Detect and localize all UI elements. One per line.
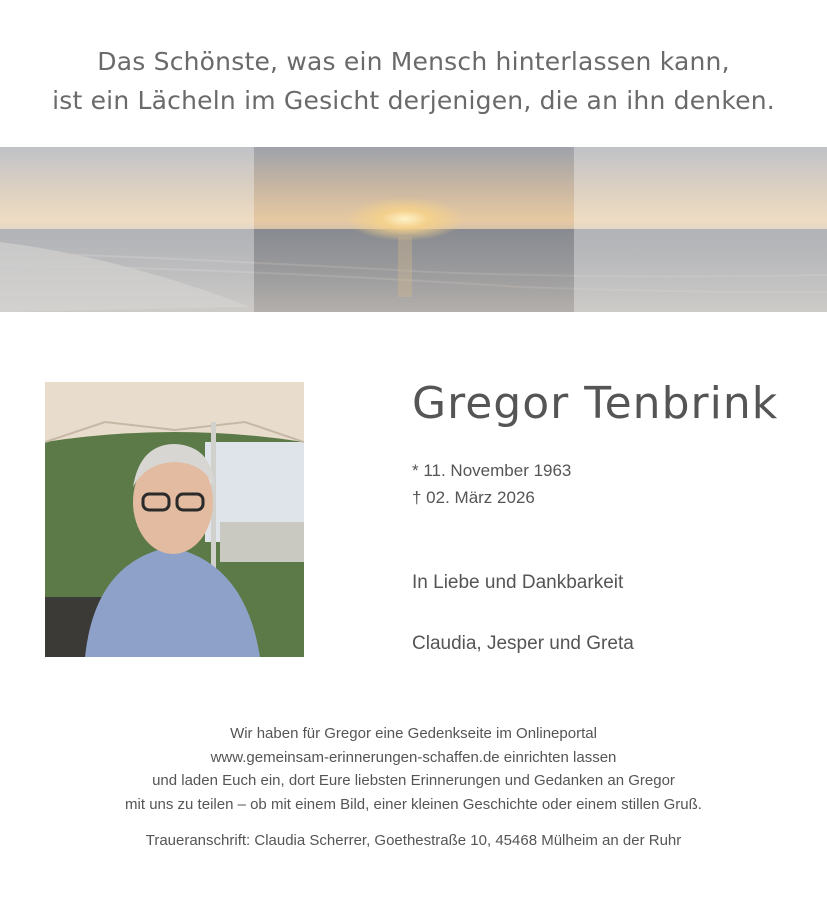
memorial-portal-text [0,722,827,816]
quote-line-1: Das Schönste, was ein Mensch hinterlassen kann, [97,47,730,76]
portal-line-3: und laden Euch ein, dort Eure liebsten Erinnerungen und Gedanken an Gregor [152,772,675,789]
dedication-text: In Liebe und Dankbarkeit [412,572,624,593]
life-dates [412,457,571,511]
portrait-photo [45,382,304,657]
memorial-quote [0,42,827,120]
family-names: Claudia, Jesper und Greta [412,633,634,654]
birth-date: * 11. November 1963 [412,461,572,480]
sunset-sea-banner [0,147,827,312]
portal-line-2: www.gemeinsam-erinnerungen-schaffen.de einrichten lassen [210,748,617,766]
portal-line-1: Wir haben für Gregor eine Gedenkseite im Onlineportal [230,725,597,742]
deceased-name: Gregor Tenbrink [412,378,779,429]
quote-line-2: ist ein Lächeln im Gesicht derjenigen, die an ihn denken. [52,86,775,115]
mourning-address: Traueranschrift: Claudia Scherrer, Goethestraße 10, 45468 Mülheim an der Ruhr [145,832,682,849]
portal-line-4: mit uns zu teilen – ob mit einem Bild, einer kleinen Geschichte oder einem stillen Gruß. [125,795,702,813]
death-date: † 02. März 2026 [412,488,535,507]
